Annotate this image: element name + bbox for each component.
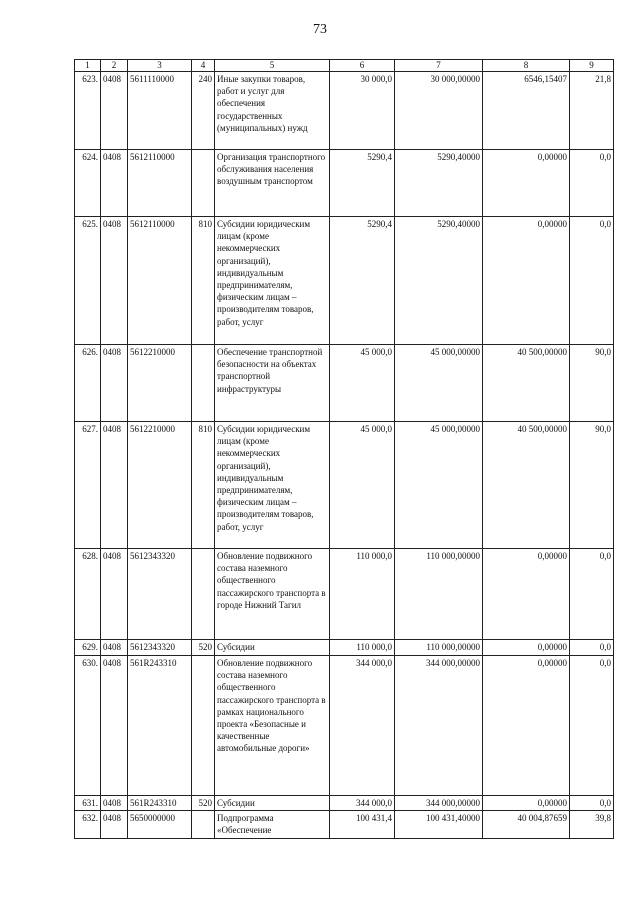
planned-amount: 5290,4 (330, 217, 395, 345)
executed-amount: 0,00000 (483, 640, 570, 656)
item-name: Обновление подвижного состава наземного общественного пассажирского транспорта в рамках национального проекта «Безопасные и качественные автомобильные дороги» (215, 656, 330, 796)
column-header: 8 (483, 60, 570, 72)
target-code: 5612110000 (128, 217, 192, 345)
column-header: 3 (128, 60, 192, 72)
table-row (75, 72, 614, 150)
column-header: 1 (75, 60, 101, 72)
row-number: 628. (75, 549, 101, 640)
executed-amount: 0,00000 (483, 217, 570, 345)
item-name: Обновление подвижного состава наземного общественного пассажирского транспорта в городе Нижний Тагил (215, 549, 330, 640)
table-row (75, 811, 614, 839)
table-row (75, 217, 614, 345)
item-name: Субсидии юридическим лицам (кроме некоммерческих организаций), индивидуальным предпринимателям, физическим лицам – производителям товаров, работ, услуг (215, 217, 330, 345)
row-number: 623. (75, 72, 101, 150)
table-row (75, 549, 614, 640)
expense-type (192, 345, 215, 422)
planned-amount: 45 000,0 (330, 345, 395, 422)
target-code: 561R243310 (128, 656, 192, 796)
planned-amount: 110 000,0 (330, 549, 395, 640)
column-header: 5 (215, 60, 330, 72)
execution-percent: 0,0 (570, 150, 614, 217)
target-code: 5612210000 (128, 422, 192, 549)
header-row (75, 60, 614, 72)
section-code: 0408 (101, 811, 128, 839)
execution-percent: 90,0 (570, 345, 614, 422)
expense-type: 240 (192, 72, 215, 150)
execution-percent: 0,0 (570, 549, 614, 640)
execution-percent: 0,0 (570, 656, 614, 796)
section-code: 0408 (101, 796, 128, 811)
expense-type (192, 656, 215, 796)
section-code: 0408 (101, 656, 128, 796)
expense-type (192, 549, 215, 640)
target-code: 5612210000 (128, 345, 192, 422)
row-number: 631. (75, 796, 101, 811)
executed-amount: 0,00000 (483, 796, 570, 811)
execution-percent: 0,0 (570, 217, 614, 345)
expense-type (192, 811, 215, 839)
planned-amount: 344 000,0 (330, 656, 395, 796)
row-number: 630. (75, 656, 101, 796)
section-code: 0408 (101, 345, 128, 422)
item-name: Субсидии (215, 640, 330, 656)
specified-amount: 45 000,00000 (395, 345, 483, 422)
column-header: 6 (330, 60, 395, 72)
target-code: 5612343320 (128, 549, 192, 640)
row-number: 629. (75, 640, 101, 656)
planned-amount: 344 000,0 (330, 796, 395, 811)
row-number: 627. (75, 422, 101, 549)
target-code: 5611110000 (128, 72, 192, 150)
item-name: Организация транспортного обслуживания населения воздушным транспортом (215, 150, 330, 217)
row-number: 632. (75, 811, 101, 839)
specified-amount: 344 000,00000 (395, 796, 483, 811)
target-code: 5650000000 (128, 811, 192, 839)
execution-percent: 90,0 (570, 422, 614, 549)
expense-type: 520 (192, 640, 215, 656)
table-row (75, 345, 614, 422)
column-header: 4 (192, 60, 215, 72)
planned-amount: 30 000,0 (330, 72, 395, 150)
specified-amount: 30 000,00000 (395, 72, 483, 150)
specified-amount: 344 000,00000 (395, 656, 483, 796)
row-number: 626. (75, 345, 101, 422)
section-code: 0408 (101, 640, 128, 656)
section-code: 0408 (101, 72, 128, 150)
section-code: 0408 (101, 549, 128, 640)
target-code: 561R243310 (128, 796, 192, 811)
target-code: 5612110000 (128, 150, 192, 217)
specified-amount: 5290,40000 (395, 217, 483, 345)
planned-amount: 110 000,0 (330, 640, 395, 656)
table-row (75, 640, 614, 656)
specified-amount: 5290,40000 (395, 150, 483, 217)
specified-amount: 100 431,40000 (395, 811, 483, 839)
section-code: 0408 (101, 217, 128, 345)
expense-type: 810 (192, 422, 215, 549)
specified-amount: 110 000,00000 (395, 640, 483, 656)
page-number: 73 (313, 22, 327, 37)
item-name: Иные закупки товаров, работ и услуг для обеспечения государственных (муниципальных) нужд (215, 72, 330, 150)
expense-type: 520 (192, 796, 215, 811)
planned-amount: 45 000,0 (330, 422, 395, 549)
item-name: Подпрограмма «Обеспечение (215, 811, 330, 839)
executed-amount: 6546,15407 (483, 72, 570, 150)
executed-amount: 40 004,87659 (483, 811, 570, 839)
planned-amount: 100 431,4 (330, 811, 395, 839)
planned-amount: 5290,4 (330, 150, 395, 217)
executed-amount: 40 500,00000 (483, 422, 570, 549)
specified-amount: 110 000,00000 (395, 549, 483, 640)
expense-type: 810 (192, 217, 215, 345)
execution-percent: 0,0 (570, 640, 614, 656)
table-row (75, 796, 614, 811)
execution-percent: 0,0 (570, 796, 614, 811)
item-name: Обеспечение транспортной безопасности на объектах транспортной инфраструктуры (215, 345, 330, 422)
executed-amount: 40 500,00000 (483, 345, 570, 422)
item-name: Субсидии юридическим лицам (кроме некоммерческих организаций), индивидуальным предпринимателям, физическим лицам – производителям товаров, работ, услуг (215, 422, 330, 549)
section-code: 0408 (101, 150, 128, 217)
row-number: 624. (75, 150, 101, 217)
column-header: 9 (570, 60, 614, 72)
execution-percent: 21,8 (570, 72, 614, 150)
item-name: Субсидии (215, 796, 330, 811)
specified-amount: 45 000,00000 (395, 422, 483, 549)
row-number: 625. (75, 217, 101, 345)
budget-table (74, 59, 614, 839)
executed-amount: 0,00000 (483, 656, 570, 796)
section-code: 0408 (101, 422, 128, 549)
table-row (75, 150, 614, 217)
executed-amount: 0,00000 (483, 150, 570, 217)
target-code: 5612343320 (128, 640, 192, 656)
column-header: 7 (395, 60, 483, 72)
expense-type (192, 150, 215, 217)
execution-percent: 39,8 (570, 811, 614, 839)
column-header: 2 (101, 60, 128, 72)
table-row (75, 656, 614, 796)
executed-amount: 0,00000 (483, 549, 570, 640)
table-row (75, 422, 614, 549)
